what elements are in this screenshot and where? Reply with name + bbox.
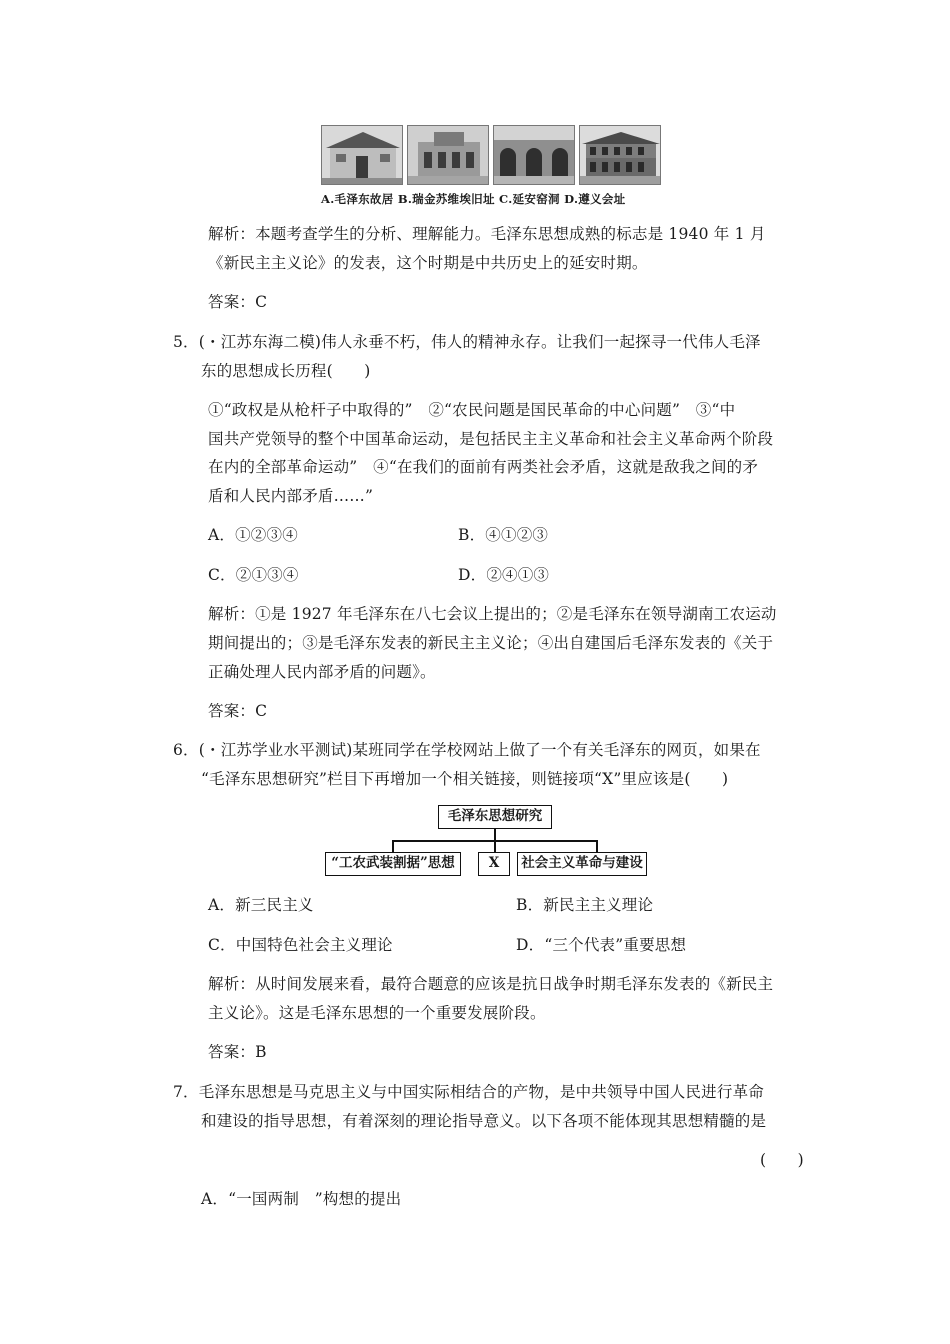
q6-option-b: B．新民主主义理论 <box>516 896 654 914</box>
photo-caption: A.毛泽东故居 B.瑞金苏维埃旧址 C.延安窑洞 D.遵义会址 <box>321 192 626 206</box>
q5-stem-line-2: 东的思想成长历程( ) <box>201 362 371 380</box>
q5-stem-line-1: 5．(・江苏东海二模)伟人永垂不朽，伟人的精神永存。让我们一起探寻一代伟人毛泽 <box>173 333 761 351</box>
diagram-child-box-1: “工农武装割据”思想 <box>325 852 461 876</box>
old-house-photo <box>321 125 403 185</box>
q6-link-diagram <box>325 805 655 877</box>
photo-strip <box>321 125 661 185</box>
q5-option-b: B．④①②③ <box>458 526 549 544</box>
q4-analysis-line-2: 《新民主主义论》的发表，这个时期是中共历史上的延安时期。 <box>208 254 648 272</box>
q5-analysis-line-1: 解析：①是 1927 年毛泽东在八七会议上提出的；②是毛泽东在领导湖南工农运动 <box>208 605 777 623</box>
ruijin-building-photo <box>407 125 489 185</box>
diagram-connector <box>392 840 394 852</box>
q5-analysis-line-2: 期间提出的；③是毛泽东发表的新民主主义论；④出自建国后毛泽东发表的《关于 <box>208 634 774 652</box>
q7-stem-line-2: 和建设的指导思想，有着深刻的理论指导意义。以下各项不能体现其思想精髓的是 <box>201 1112 767 1130</box>
q6-stem-line-1: 6．(・江苏学业水平测试)某班同学在学校网站上做了一个有关毛泽东的网页，如果在 <box>173 741 761 759</box>
q5-quote-line-2: 国共产党领导的整个中国革命运动，是包括民主主义革命和社会主义革命两个阶段 <box>208 430 774 448</box>
diagram-child-box-3: 社会主义革命与建设 <box>517 852 647 876</box>
q6-option-a: A．新三民主义 <box>208 896 314 914</box>
q5-quote-line-3: 在内的全部革命运动” ④“在我们的面前有两类社会矛盾，这就是敌我之间的矛 <box>208 458 759 476</box>
q5-answer: 答案：C <box>208 702 268 720</box>
diagram-connector <box>494 840 496 852</box>
q7-answer-bracket: ( ) <box>760 1151 804 1169</box>
q7-stem-line-1: 7．毛泽东思想是马克思主义与中国实际相结合的产物，是中共领导中国人民进行革命 <box>173 1083 764 1101</box>
diagram-root-box: 毛泽东思想研究 <box>438 805 552 829</box>
q4-answer: 答案：C <box>208 293 268 311</box>
q6-analysis-line-1: 解析：从时间发展来看，最符合题意的应该是抗日战争时期毛泽东发表的《新民主 <box>208 975 774 993</box>
q5-quote-line-4: 盾和人民内部矛盾……” <box>208 487 374 505</box>
diagram-connector <box>596 840 598 852</box>
diagram-child-box-x: X <box>478 852 510 876</box>
q7-option-a: A．“一国两制 ”构想的提出 <box>201 1190 402 1208</box>
q6-option-d: D．“三个代表”重要思想 <box>516 936 687 954</box>
q5-option-a: A．①②③④ <box>208 526 298 544</box>
q5-option-c: C．②①③④ <box>208 566 299 584</box>
q6-option-c: C．中国特色社会主义理论 <box>208 936 393 954</box>
q6-analysis-line-2: 主义论》。这是毛泽东思想的一个重要发展阶段。 <box>208 1004 546 1022</box>
q6-answer: 答案：B <box>208 1043 267 1061</box>
yanan-cave-photo <box>493 125 575 185</box>
q4-analysis-line-1: 解析：本题考查学生的分析、理解能力。毛泽东思想成熟的标志是 1940 年 1 月 <box>208 225 766 243</box>
q6-stem-line-2: “毛泽东思想研究”栏目下再增加一个相关链接，则链接项“X”里应该是( ) <box>201 770 729 788</box>
q5-analysis-line-3: 正确处理人民内部矛盾的问题》。 <box>208 663 436 681</box>
q5-quote-line-1: ①“政权是从枪杆子中取得的” ②“农民问题是国民革命的中心问题” ③“中 <box>208 401 736 419</box>
q5-option-d: D．②④①③ <box>458 566 550 584</box>
zunyi-meeting-site-photo <box>579 125 661 185</box>
